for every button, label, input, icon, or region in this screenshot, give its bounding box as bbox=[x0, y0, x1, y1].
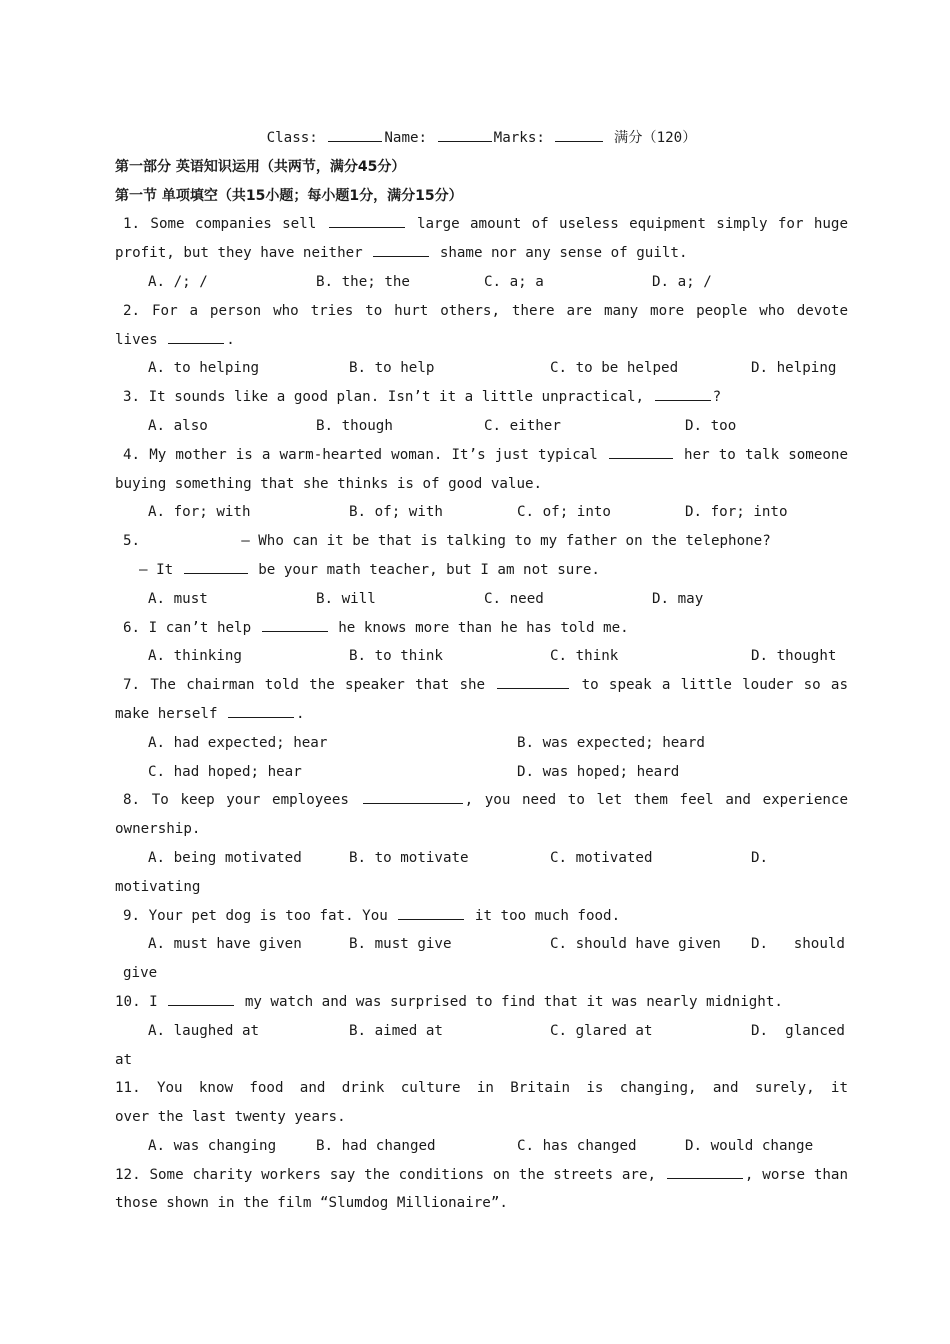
answer-blank bbox=[228, 702, 294, 718]
question-number: 10. bbox=[115, 993, 141, 1010]
question-12-line-1: 12. Some charity workers say the conditions on the streets are, , worse than bbox=[115, 1161, 848, 1190]
question-number: 8. bbox=[123, 792, 141, 809]
question-4-line-2: buying something that she thinks is of good value. bbox=[115, 475, 543, 492]
option-d: D. would change bbox=[685, 1137, 814, 1154]
option-c: C. need bbox=[484, 590, 544, 607]
question-6-line-1: 6. I can’t help he knows more than he has told me. bbox=[115, 614, 848, 643]
option-c: C. has changed bbox=[517, 1137, 637, 1154]
question-8-options bbox=[115, 844, 848, 873]
class-blank bbox=[328, 126, 382, 142]
question-number: 2. bbox=[123, 302, 141, 319]
question-7-line-2: make herself . bbox=[115, 700, 848, 729]
question-9-line-1: 9. Your pet dog is too fat. You it too much food. bbox=[115, 902, 848, 931]
question-5-line-2: — It be your math teacher, but I am not sure. bbox=[115, 556, 848, 585]
option-d: D. for; into bbox=[685, 504, 788, 521]
option-b: B. to think bbox=[349, 648, 443, 665]
name-blank bbox=[438, 126, 492, 142]
question-2-line-2: lives . bbox=[115, 326, 848, 355]
answer-blank bbox=[398, 904, 464, 920]
question-2-options bbox=[115, 354, 848, 383]
answer-blank bbox=[262, 616, 328, 632]
option-d: D. may bbox=[652, 590, 704, 607]
question-5-options bbox=[115, 585, 848, 614]
question-3-options bbox=[115, 412, 848, 441]
answer-blank bbox=[373, 241, 429, 257]
option-a: A. for; with bbox=[148, 504, 251, 521]
answer-blank bbox=[497, 673, 569, 689]
question-number: 6. bbox=[123, 619, 141, 636]
option-d: D. bbox=[751, 849, 769, 866]
option-a: A. must have given bbox=[148, 936, 302, 953]
answer-blank bbox=[184, 558, 248, 574]
question-8-line-2: ownership. bbox=[115, 821, 201, 838]
question-11-options bbox=[115, 1132, 848, 1161]
option-b: B. though bbox=[316, 417, 393, 434]
worksheet-page bbox=[115, 124, 848, 1218]
option-a: A. laughed at bbox=[148, 1022, 260, 1039]
question-9-option-d-text: give bbox=[123, 965, 158, 982]
name-label: Name: bbox=[384, 130, 428, 146]
option-b: B. must give bbox=[349, 936, 452, 953]
question-10-options bbox=[115, 1017, 848, 1046]
question-7-options-row-2 bbox=[115, 758, 848, 787]
option-b: B. had changed bbox=[316, 1137, 436, 1154]
question-number: 7. bbox=[123, 677, 141, 694]
class-label: Class: bbox=[266, 130, 318, 146]
option-d: D. thought bbox=[751, 648, 837, 665]
option-c: C. had hoped; hear bbox=[148, 763, 302, 780]
option-c: C. glared at bbox=[550, 1022, 653, 1039]
option-b: B. to motivate bbox=[349, 849, 469, 866]
option-a: A. being motivated bbox=[148, 849, 302, 866]
question-11-line-1: 11. You know food and drink culture in Britain is changing, and surely, it bbox=[115, 1080, 848, 1097]
answer-blank bbox=[667, 1163, 743, 1179]
option-d: D. was hoped; heard bbox=[517, 763, 680, 780]
total-score: 满分（120） bbox=[614, 130, 697, 146]
question-4-line-1: 4. My mother is a warm-hearted woman. It’s just typical her to talk someone bbox=[115, 441, 848, 470]
part-title: 第一部分 英语知识运用（共两节，满分45分） bbox=[115, 158, 406, 175]
question-9-options bbox=[115, 930, 848, 959]
option-c: C. should have given bbox=[550, 936, 721, 953]
option-a: A. /; / bbox=[148, 273, 208, 290]
option-c: C. motivated bbox=[550, 849, 653, 866]
option-b: B. will bbox=[316, 590, 376, 607]
option-d: D. should bbox=[751, 936, 845, 953]
option-d: D. a; / bbox=[652, 273, 712, 290]
option-d: D. glanced bbox=[751, 1022, 845, 1039]
answer-blank bbox=[363, 788, 463, 804]
question-number: 12. bbox=[115, 1166, 141, 1183]
answer-blank bbox=[329, 212, 405, 228]
question-number: 3. bbox=[123, 389, 141, 406]
question-number: 9. bbox=[123, 907, 141, 924]
option-d: D. too bbox=[685, 417, 737, 434]
question-4-options bbox=[115, 498, 848, 527]
option-a: A. to helping bbox=[148, 360, 260, 377]
section-title: 第一节 单项填空（共15小题；每小题1分，满分15分） bbox=[115, 187, 463, 204]
question-3-line-1: 3. It sounds like a good plan. Isn’t it a little unpractical, ? bbox=[115, 383, 848, 412]
question-1-line-2: profit, but they have neither shame nor any sense of guilt. bbox=[115, 239, 848, 268]
question-6-options bbox=[115, 642, 848, 671]
option-b: B. the; the bbox=[316, 273, 410, 290]
question-10-line-1: 10. I my watch and was surprised to find that it was nearly midnight. bbox=[115, 988, 848, 1017]
question-1-options bbox=[115, 268, 848, 297]
option-a: A. was changing bbox=[148, 1137, 277, 1154]
question-7-line-1: 7. The chairman told the speaker that she to speak a little louder so as bbox=[115, 671, 848, 700]
question-10-option-d-text: at bbox=[115, 1051, 133, 1068]
question-5-line-1: 5. — Who can it be that is talking to my father on the telephone? bbox=[123, 533, 771, 550]
question-number: 4. bbox=[123, 446, 141, 463]
header-line bbox=[115, 124, 848, 153]
option-d: D. helping bbox=[751, 360, 837, 377]
answer-blank bbox=[168, 328, 224, 344]
option-b: B. was expected; heard bbox=[517, 734, 705, 751]
question-7-options-row-1 bbox=[115, 729, 848, 758]
question-11-line-2: over the last twenty years. bbox=[115, 1109, 346, 1126]
option-a: A. thinking bbox=[148, 648, 242, 665]
answer-blank bbox=[655, 385, 711, 401]
option-b: B. aimed at bbox=[349, 1022, 443, 1039]
option-c: C. to be helped bbox=[550, 360, 679, 377]
option-b: B. of; with bbox=[349, 504, 443, 521]
question-number: 5. bbox=[123, 533, 141, 550]
marks-label: Marks: bbox=[493, 130, 545, 146]
marks-blank bbox=[555, 126, 603, 142]
option-b: B. to help bbox=[349, 360, 435, 377]
question-1-line-1: 1. Some companies sell large amount of useless equipment simply for huge bbox=[115, 210, 848, 239]
question-number: 11. bbox=[115, 1080, 141, 1097]
question-8-line-1: 8. To keep your employees , you need to let them feel and experience bbox=[115, 786, 848, 815]
option-a: A. also bbox=[148, 417, 208, 434]
option-c: C. of; into bbox=[517, 504, 611, 521]
question-8-option-d-text: motivating bbox=[115, 878, 201, 895]
option-c: C. either bbox=[484, 417, 561, 434]
option-c: C. a; a bbox=[484, 273, 544, 290]
question-2-line-1: 2. For a person who tries to hurt others, there are many more people who devote bbox=[123, 302, 848, 319]
question-number: 1. bbox=[123, 216, 141, 233]
question-12-line-2: those shown in the film “Slumdog Millionaire”. bbox=[115, 1195, 508, 1212]
option-a: A. must bbox=[148, 590, 208, 607]
answer-blank bbox=[609, 443, 673, 459]
answer-blank bbox=[168, 990, 234, 1006]
option-a: A. had expected; hear bbox=[148, 734, 328, 751]
option-c: C. think bbox=[550, 648, 619, 665]
